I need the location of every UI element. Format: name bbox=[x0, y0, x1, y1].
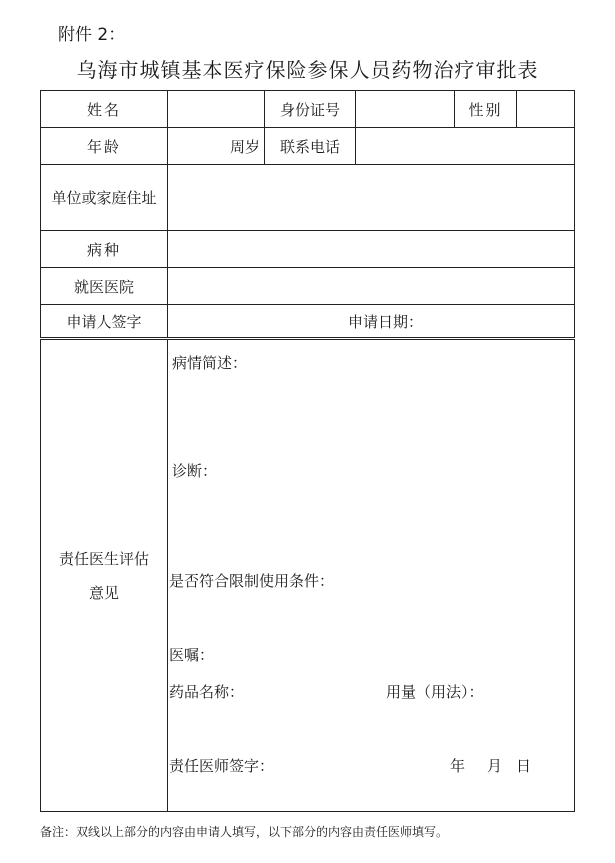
doctor-signature-label: 责任医师签字： bbox=[169, 757, 275, 775]
age-label: 年龄 bbox=[41, 128, 168, 165]
address-label: 单位或家庭住址 bbox=[41, 165, 168, 231]
criteria-label: 是否符合限制使用条件： bbox=[169, 572, 335, 590]
phone-field[interactable] bbox=[356, 128, 575, 165]
disease-label: 病种 bbox=[41, 231, 168, 268]
drug-name-label: 药品名称： bbox=[169, 683, 245, 701]
advice-label: 医嘱： bbox=[169, 646, 215, 664]
age-field[interactable] bbox=[168, 128, 265, 165]
row-signature bbox=[41, 305, 575, 339]
diagnosis-label: 诊断： bbox=[172, 462, 218, 480]
form-title: 乌海市城镇基本医疗保险参保人员药物治疗审批表 bbox=[76, 58, 539, 82]
condition-label: 病情简述： bbox=[172, 354, 248, 372]
applicant-signature-label: 申请人签字 bbox=[41, 305, 168, 339]
gender-field[interactable] bbox=[517, 91, 575, 128]
phone-label: 联系电话 bbox=[265, 128, 356, 165]
disease-field[interactable] bbox=[168, 231, 575, 268]
row-age bbox=[41, 128, 575, 165]
sign-day: 日 bbox=[516, 757, 532, 775]
application-date-label: 申请日期： bbox=[348, 312, 424, 331]
application-date-cell[interactable] bbox=[168, 305, 575, 339]
footnote: 备注：双线以上部分的内容由申请人填写，以下部分的内容由责任医师填写。 bbox=[40, 825, 449, 839]
hospital-label: 就医医院 bbox=[41, 268, 168, 305]
sign-year: 年 bbox=[450, 757, 466, 775]
doctor-opinion-label: 责任医生评估意见 bbox=[41, 339, 168, 812]
row-disease bbox=[41, 231, 575, 268]
sign-month: 月 bbox=[487, 757, 503, 775]
dosage-label: 用量（用法）： bbox=[386, 683, 484, 701]
id-number-field[interactable] bbox=[356, 91, 455, 128]
name-field[interactable] bbox=[168, 91, 265, 128]
age-unit: 周岁 bbox=[229, 137, 260, 156]
row-name bbox=[41, 91, 575, 128]
id-number-label: 身份证号 bbox=[265, 91, 356, 128]
address-field[interactable] bbox=[168, 165, 575, 231]
approval-form-table bbox=[40, 90, 575, 812]
name-label: 姓名 bbox=[41, 91, 168, 128]
row-address bbox=[41, 165, 575, 231]
hospital-field[interactable] bbox=[168, 268, 575, 305]
row-hospital bbox=[41, 268, 575, 305]
attachment-label: 附件 2： bbox=[58, 25, 126, 45]
gender-label: 性别 bbox=[455, 91, 517, 128]
